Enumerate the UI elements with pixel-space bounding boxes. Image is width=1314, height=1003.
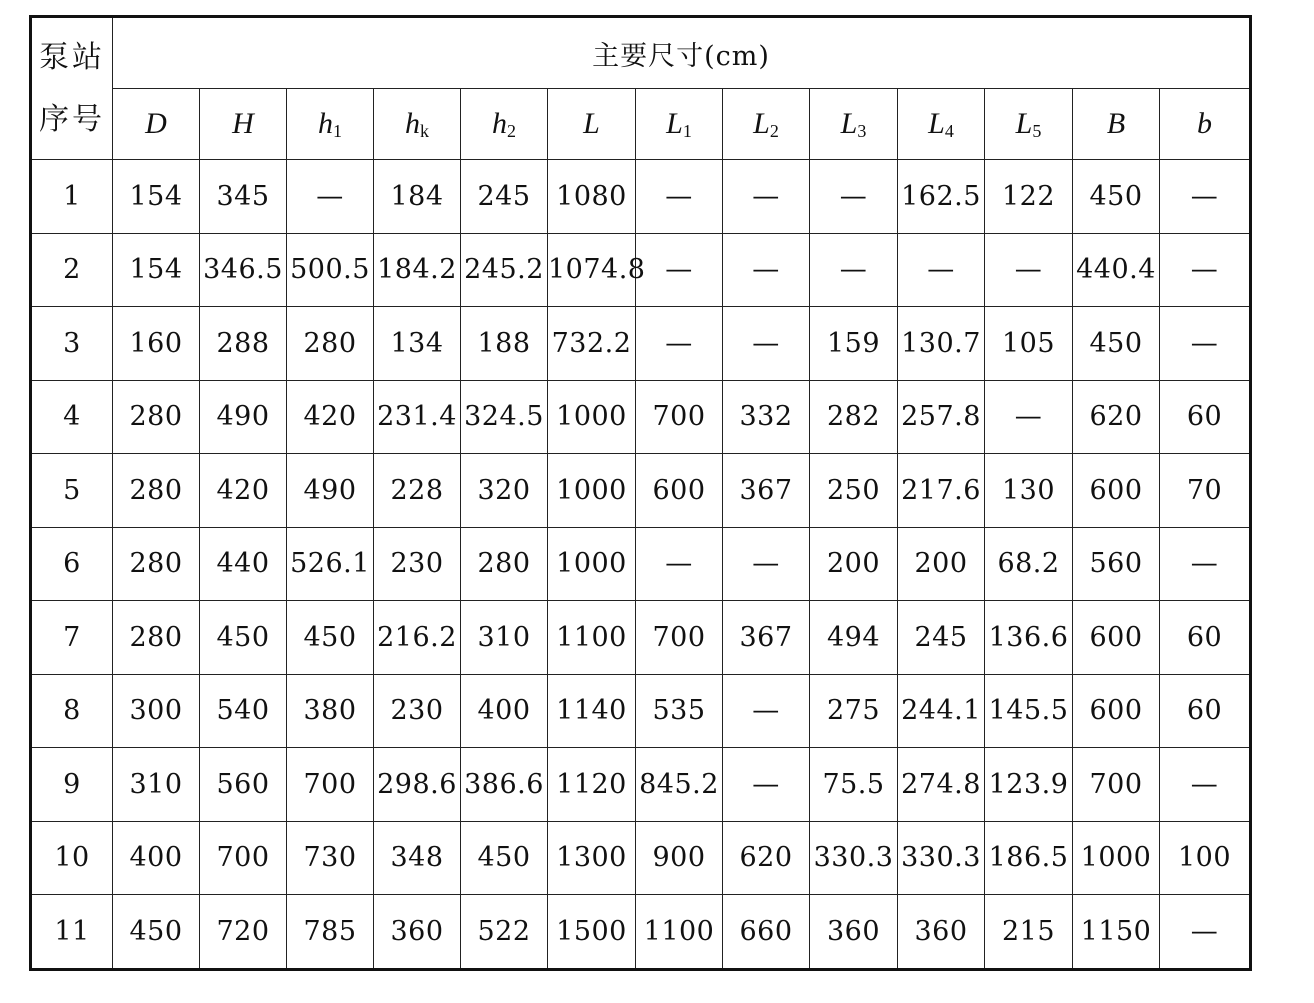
- table-cell: 200: [810, 527, 898, 601]
- table-cell: 620: [723, 821, 810, 895]
- column-symbol: L: [928, 106, 945, 140]
- table-cell: 330.3: [810, 821, 898, 895]
- table-cell: 217.6: [898, 454, 985, 528]
- table-cell: —: [1160, 160, 1251, 234]
- table-cell: 134: [374, 307, 461, 381]
- table-cell: 440: [200, 527, 287, 601]
- table-cell: 332: [723, 380, 810, 454]
- column-header: [461, 89, 548, 160]
- table-cell: 288: [200, 307, 287, 381]
- station-number-cell: 2: [31, 233, 113, 307]
- column-symbol: L: [1015, 106, 1033, 140]
- station-number-cell: 4: [31, 380, 113, 454]
- table-cell: 1080: [548, 160, 636, 234]
- station-header-line1: 泵站: [39, 39, 105, 75]
- table-cell: 560: [1073, 527, 1160, 601]
- table-cell: 60: [1160, 601, 1251, 675]
- table-cell: 160: [113, 307, 200, 381]
- station-number-cell: 8: [31, 674, 113, 748]
- table-cell: 310: [113, 748, 200, 822]
- column-symbol: h: [405, 106, 420, 140]
- header-row-group: [31, 17, 1251, 89]
- column-header: [374, 89, 461, 160]
- table-row: [31, 307, 1251, 381]
- table-cell: 298.6: [374, 748, 461, 822]
- column-header: [636, 89, 723, 160]
- column-symbol: D: [145, 107, 167, 140]
- table-cell: 280: [113, 527, 200, 601]
- table-cell: 257.8: [898, 380, 985, 454]
- table-cell: 522: [461, 895, 548, 970]
- table-cell: 145.5: [985, 674, 1073, 748]
- table-cell: 231.4: [374, 380, 461, 454]
- table-cell: 600: [636, 454, 723, 528]
- column-subscript: 4: [944, 120, 954, 141]
- table-cell: 245: [898, 601, 985, 675]
- table-cell: 450: [113, 895, 200, 970]
- table-cell: 230: [374, 674, 461, 748]
- table-row: [31, 895, 1251, 970]
- table-row: [31, 233, 1251, 307]
- station-number-cell: 5: [31, 454, 113, 528]
- column-symbol: L: [840, 106, 858, 140]
- table-cell: 1000: [548, 454, 636, 528]
- table-row: [31, 160, 1251, 234]
- table-cell: —: [985, 380, 1073, 454]
- table-cell: 560: [200, 748, 287, 822]
- table-cell: —: [985, 233, 1073, 307]
- table-cell: 215: [985, 895, 1073, 970]
- table-cell: 450: [287, 601, 374, 675]
- table-cell: 1150: [1073, 895, 1160, 970]
- table-cell: 450: [1073, 307, 1160, 381]
- table-cell: 600: [1073, 674, 1160, 748]
- station-number-cell: 10: [31, 821, 113, 895]
- table-cell: —: [723, 527, 810, 601]
- table-cell: —: [636, 233, 723, 307]
- table-cell: 600: [1073, 601, 1160, 675]
- table-cell: 526.1: [287, 527, 374, 601]
- table-cell: 720: [200, 895, 287, 970]
- column-subscript: 1: [333, 120, 342, 141]
- table-cell: 1120: [548, 748, 636, 822]
- main-dimensions-header: 主要尺寸(cm): [113, 17, 1251, 89]
- table-cell: —: [723, 233, 810, 307]
- column-subscript: 2: [769, 120, 779, 141]
- table-cell: —: [1160, 233, 1251, 307]
- table-cell: 360: [374, 895, 461, 970]
- table-cell: 60: [1160, 380, 1251, 454]
- table-cell: 130.7: [898, 307, 985, 381]
- table-cell: 130: [985, 454, 1073, 528]
- station-number-cell: 6: [31, 527, 113, 601]
- station-number-cell: 1: [31, 160, 113, 234]
- table-cell: 500.5: [287, 233, 374, 307]
- table-cell: 159: [810, 307, 898, 381]
- station-header-line2: 序号: [39, 101, 105, 137]
- column-header: [1073, 89, 1160, 160]
- table-cell: 282: [810, 380, 898, 454]
- table-cell: 280: [287, 307, 374, 381]
- table-cell: 162.5: [898, 160, 985, 234]
- table-cell: 620: [1073, 380, 1160, 454]
- table-cell: 216.2: [374, 601, 461, 675]
- table-cell: 250: [810, 454, 898, 528]
- table-cell: 730: [287, 821, 374, 895]
- table-cell: 228: [374, 454, 461, 528]
- table-cell: 700: [636, 601, 723, 675]
- table-cell: 280: [113, 601, 200, 675]
- pump-station-dimension-table: [29, 15, 1252, 971]
- table-cell: 136.6: [985, 601, 1073, 675]
- table-cell: 280: [113, 380, 200, 454]
- table-cell: 1074.8: [548, 233, 636, 307]
- column-symbol: H: [232, 107, 254, 140]
- table-row: [31, 454, 1251, 528]
- table-cell: 490: [287, 454, 374, 528]
- table-cell: 367: [723, 454, 810, 528]
- column-header: [723, 89, 810, 160]
- table-cell: 380: [287, 674, 374, 748]
- table-cell: 186.5: [985, 821, 1073, 895]
- table-cell: 360: [898, 895, 985, 970]
- table-cell: 1000: [548, 527, 636, 601]
- column-header: [113, 89, 200, 160]
- column-subscript: k: [420, 120, 429, 141]
- column-subscript: 2: [507, 120, 516, 141]
- column-symbol: b: [1197, 107, 1213, 140]
- table-cell: 280: [461, 527, 548, 601]
- table-body: [31, 160, 1251, 970]
- table-cell: 732.2: [548, 307, 636, 381]
- column-header: [810, 89, 898, 160]
- table-row: [31, 748, 1251, 822]
- table-cell: —: [1160, 307, 1251, 381]
- table-cell: 184.2: [374, 233, 461, 307]
- table-cell: 280: [113, 454, 200, 528]
- column-header: [200, 89, 287, 160]
- table-cell: 420: [287, 380, 374, 454]
- table-cell: 1000: [1073, 821, 1160, 895]
- table-cell: —: [636, 160, 723, 234]
- table-cell: 154: [113, 160, 200, 234]
- column-subscript: 5: [1032, 120, 1042, 141]
- table-cell: 600: [1073, 454, 1160, 528]
- table-cell: 400: [461, 674, 548, 748]
- table-cell: 346.5: [200, 233, 287, 307]
- table-row: [31, 527, 1251, 601]
- table-cell: —: [636, 307, 723, 381]
- column-header: [287, 89, 374, 160]
- table-cell: —: [287, 160, 374, 234]
- table-cell: 330.3: [898, 821, 985, 895]
- table-cell: 200: [898, 527, 985, 601]
- station-number-cell: 7: [31, 601, 113, 675]
- column-header: [985, 89, 1073, 160]
- table-cell: 245: [461, 160, 548, 234]
- table-cell: 1100: [548, 601, 636, 675]
- table-cell: —: [723, 674, 810, 748]
- table-cell: 100: [1160, 821, 1251, 895]
- table-cell: 845.2: [636, 748, 723, 822]
- column-header: [898, 89, 985, 160]
- column-symbol: L: [583, 107, 600, 140]
- table-cell: 400: [113, 821, 200, 895]
- table-cell: 75.5: [810, 748, 898, 822]
- table-cell: —: [1160, 895, 1251, 970]
- table-cell: 540: [200, 674, 287, 748]
- table-cell: 785: [287, 895, 374, 970]
- column-symbol: h: [492, 106, 507, 140]
- station-number-cell: 3: [31, 307, 113, 381]
- table-cell: 230: [374, 527, 461, 601]
- table-cell: 700: [1073, 748, 1160, 822]
- table-cell: —: [723, 748, 810, 822]
- table-cell: 320: [461, 454, 548, 528]
- column-header: [1160, 89, 1251, 160]
- table-cell: 660: [723, 895, 810, 970]
- table-cell: —: [723, 160, 810, 234]
- table-cell: —: [810, 233, 898, 307]
- table-cell: —: [636, 527, 723, 601]
- table-cell: —: [723, 307, 810, 381]
- column-subscript: 1: [682, 120, 692, 141]
- table-cell: 360: [810, 895, 898, 970]
- table-cell: 70: [1160, 454, 1251, 528]
- table-cell: 245.2: [461, 233, 548, 307]
- table-row: [31, 380, 1251, 454]
- column-symbol: h: [318, 106, 333, 140]
- table-cell: 440.4: [1073, 233, 1160, 307]
- station-number-cell: 11: [31, 895, 113, 970]
- table-cell: 700: [287, 748, 374, 822]
- column-symbol: L: [666, 106, 683, 140]
- table-row: [31, 674, 1251, 748]
- table-row: [31, 601, 1251, 675]
- column-subscript: 3: [857, 120, 867, 141]
- table-cell: 490: [200, 380, 287, 454]
- table-cell: 420: [200, 454, 287, 528]
- table-cell: 68.2: [985, 527, 1073, 601]
- table-cell: 450: [200, 601, 287, 675]
- table-cell: 188: [461, 307, 548, 381]
- table-cell: 154: [113, 233, 200, 307]
- station-number-header: [31, 17, 113, 160]
- table-cell: 700: [636, 380, 723, 454]
- table-cell: 274.8: [898, 748, 985, 822]
- table-cell: 700: [200, 821, 287, 895]
- header-row-columns: [31, 89, 1251, 160]
- table-cell: 900: [636, 821, 723, 895]
- table-cell: 1300: [548, 821, 636, 895]
- table-cell: 184: [374, 160, 461, 234]
- table-cell: 1000: [548, 380, 636, 454]
- table-cell: 450: [1073, 160, 1160, 234]
- table-cell: 348: [374, 821, 461, 895]
- table-row: [31, 821, 1251, 895]
- table-cell: —: [810, 160, 898, 234]
- table-cell: 386.6: [461, 748, 548, 822]
- table-cell: 1500: [548, 895, 636, 970]
- table-cell: 122: [985, 160, 1073, 234]
- table-cell: 244.1: [898, 674, 985, 748]
- table-cell: 310: [461, 601, 548, 675]
- column-symbol: B: [1106, 107, 1126, 140]
- table-cell: 300: [113, 674, 200, 748]
- table-cell: 1140: [548, 674, 636, 748]
- table-cell: —: [1160, 748, 1251, 822]
- table-cell: 324.5: [461, 380, 548, 454]
- table-cell: 123.9: [985, 748, 1073, 822]
- table-cell: 105: [985, 307, 1073, 381]
- table-cell: 345: [200, 160, 287, 234]
- table-cell: 275: [810, 674, 898, 748]
- dimension-table-container: [29, 15, 1252, 971]
- column-symbol: L: [753, 106, 770, 140]
- table-cell: 1100: [636, 895, 723, 970]
- table-cell: 367: [723, 601, 810, 675]
- column-header: [548, 89, 636, 160]
- table-cell: —: [898, 233, 985, 307]
- table-cell: —: [1160, 527, 1251, 601]
- table-cell: 60: [1160, 674, 1251, 748]
- table-cell: 450: [461, 821, 548, 895]
- table-cell: 535: [636, 674, 723, 748]
- station-number-cell: 9: [31, 748, 113, 822]
- table-cell: 494: [810, 601, 898, 675]
